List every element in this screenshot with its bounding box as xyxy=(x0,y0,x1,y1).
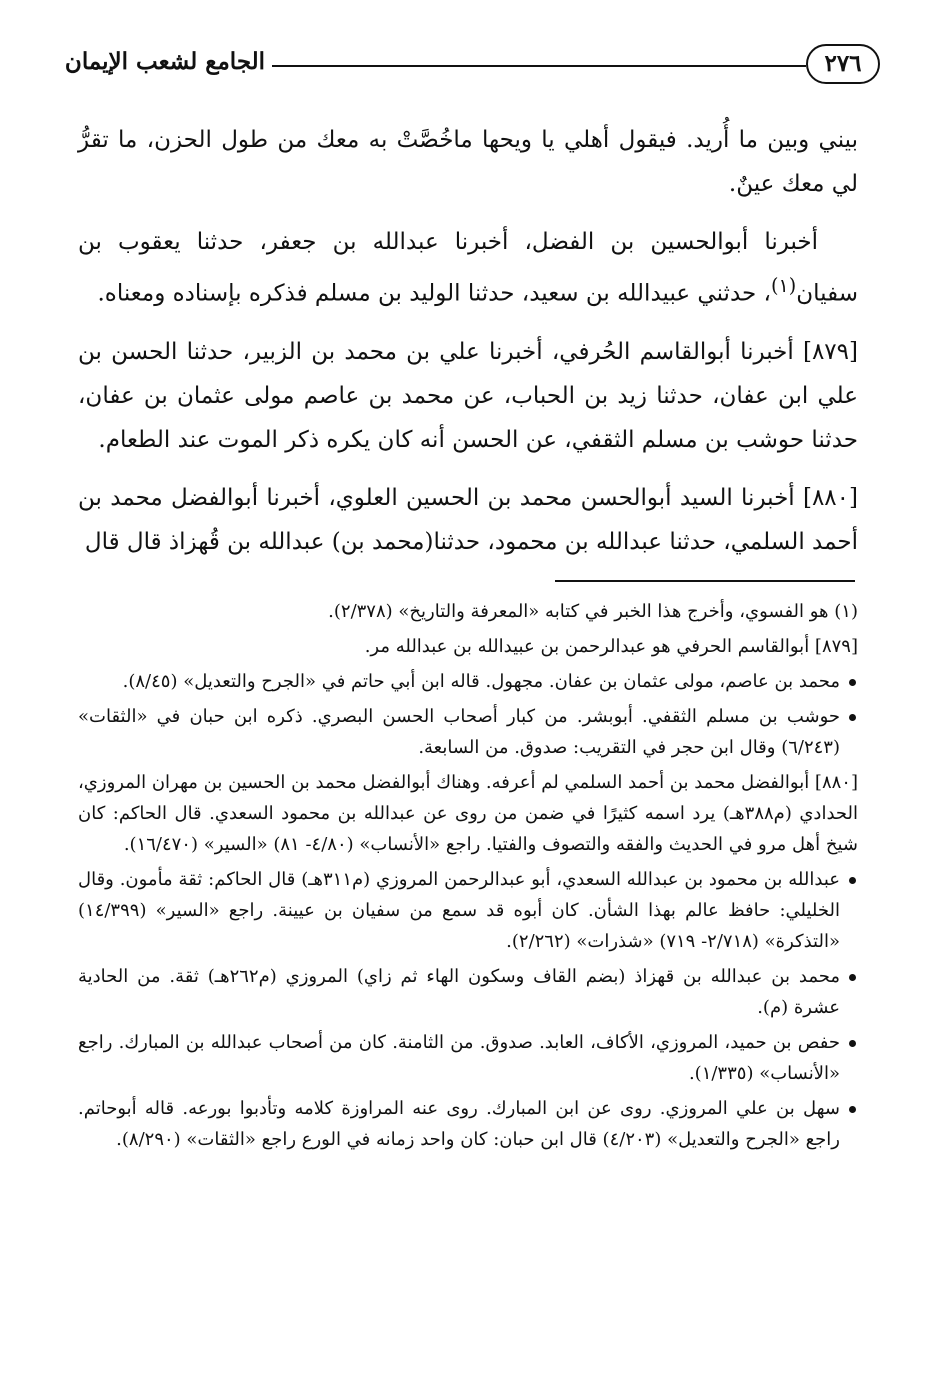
hadith-880: [٨٨٠] أخبرنا السيد أبوالحسن محمد بن الحسين العلوي، أخبرنا أبوالفضل محمد بن أحمد السلمي، حدثنا عبدالله بن محمود، حدثنا(محمد بن) عبدالله بن قُهزاذ قال قال xyxy=(78,484,858,555)
note-879-bullet-1: محمد بن عاصم، مولى عثمان بن عفان. مجهول. قاله ابن أبي حاتم في «الجرح والتعديل» (٨/٤٥). xyxy=(78,666,858,697)
main-text xyxy=(78,118,858,578)
note-880-bullet-3: حفص بن حميد، المروزي، الأكاف، العابد. صدوق. من الثامنة. كان من أصحاب عبدالله بن المبارك. راجع «الأنساب» (١/٣٣٥). xyxy=(78,1027,858,1089)
note-880: [٨٨٠] أبوالفضل محمد بن أحمد السلمي لم أعرفه. وهناك أبوالفضل محمد بن الحسين بن مهران المروزي، الحدادي (م٣٨٨هـ) يرد اسمه كثيرًا في ضمن من روى عن عبدالله بن محمود السعدي. قال الحاكم: كان شيخ أهل مرو في الحديث والفقه والتصوف والفتيا. راجع «الأنساب» (٤/٨٠- ٨١) «السير» (١٦/٤٧٠). xyxy=(78,772,859,855)
page-number: ٢٧٦ xyxy=(806,44,880,84)
note-879: [٨٧٩] أبوالقاسم الحرفي هو عبدالرحمن بن عبيدالله بن عبدالله مر. xyxy=(364,636,858,657)
footnotes xyxy=(78,596,858,1159)
book-title: الجامع لشعب الإيمان xyxy=(64,48,266,75)
chain-text-end: ، حدثني عبيدالله بن سعيد، حدثنا الوليد بن مسلم فذكره بإسناده ومعناه. xyxy=(97,280,771,307)
note-880-bullet-2: محمد بن عبدالله بن قهزاذ (بضم القاف وسكون الهاء ثم زاي) المروزي (م٢٦٢هـ) ثقة. من الحادية عشرة (م). xyxy=(78,961,858,1023)
footnote-ref: (١) xyxy=(770,274,797,297)
footnote-rule xyxy=(555,580,855,582)
paragraph-chain xyxy=(78,220,858,316)
paragraph-continuation: بيني وبين ما أُريد. فيقول أهلي يا ويحها ماخُصَّتْ به معك من طول الحزن، ما تقرُّ لي معك عينٌ. xyxy=(78,127,858,197)
note-880-bullet-4: سهل بن علي المروزي. روى عن ابن المبارك. روى عنه المراوزة كلامه وتأدبوا بورعه. قاله أبوحاتم. راجع «الجرح والتعديل» (٤/٢٠٣) قال ابن حبان: كان واحد زمانه في الورع راجع «الثقات» (٨/٢٩٠). xyxy=(78,1093,858,1155)
hadith-879: [٨٧٩] أخبرنا أبوالقاسم الحُرفي، أخبرنا علي بن محمد بن الزبير، حدثنا الحسن بن علي ابن عفان، حدثنا زيد بن الحباب، عن محمد بن عاصم مولى عثمان بن عفان، حدثنا حوشب بن مسلم الثقفي، عن الحسن أنه كان يكره ذكر الموت عند الطعام. xyxy=(78,338,858,453)
chain-text: أخبرنا أبوالحسين بن الفضل، أخبرنا عبدالله بن جعفر، حدثنا يعقوب بن سفيان xyxy=(78,229,858,307)
note-880-bullet-1: عبدالله بن محمود بن عبدالله السعدي، أبو عبدالرحمن المروزي (م٣١١هـ) قال الحاكم: ثقة مأمون. وقال الخليلي: حافظ عالم بهذا الشأن. كان أبوه قد سمع من سفيان بن عيينة. راجع «السير» (١٤/٣٩٩) «التذكرة» (٢/٧١٨- ٧١٩) «شذرات» (٢/٢٦٢). xyxy=(78,864,858,957)
footnote-1: (١) هو الفسوي، وأخرج هذا الخبر في كتابه «المعرفة والتاريخ» (٢/٣٧٨). xyxy=(328,601,858,622)
header-rule xyxy=(272,65,806,67)
page-header xyxy=(60,40,880,96)
note-879-bullet-2: حوشب بن مسلم الثقفي. أبوبشر. من كبار أصحاب الحسن البصري. ذكره ابن حبان في «الثقات» (٦/٢٤٣) وقال ابن حجر في التقريب: صدوق. من السابعة. xyxy=(78,701,858,763)
